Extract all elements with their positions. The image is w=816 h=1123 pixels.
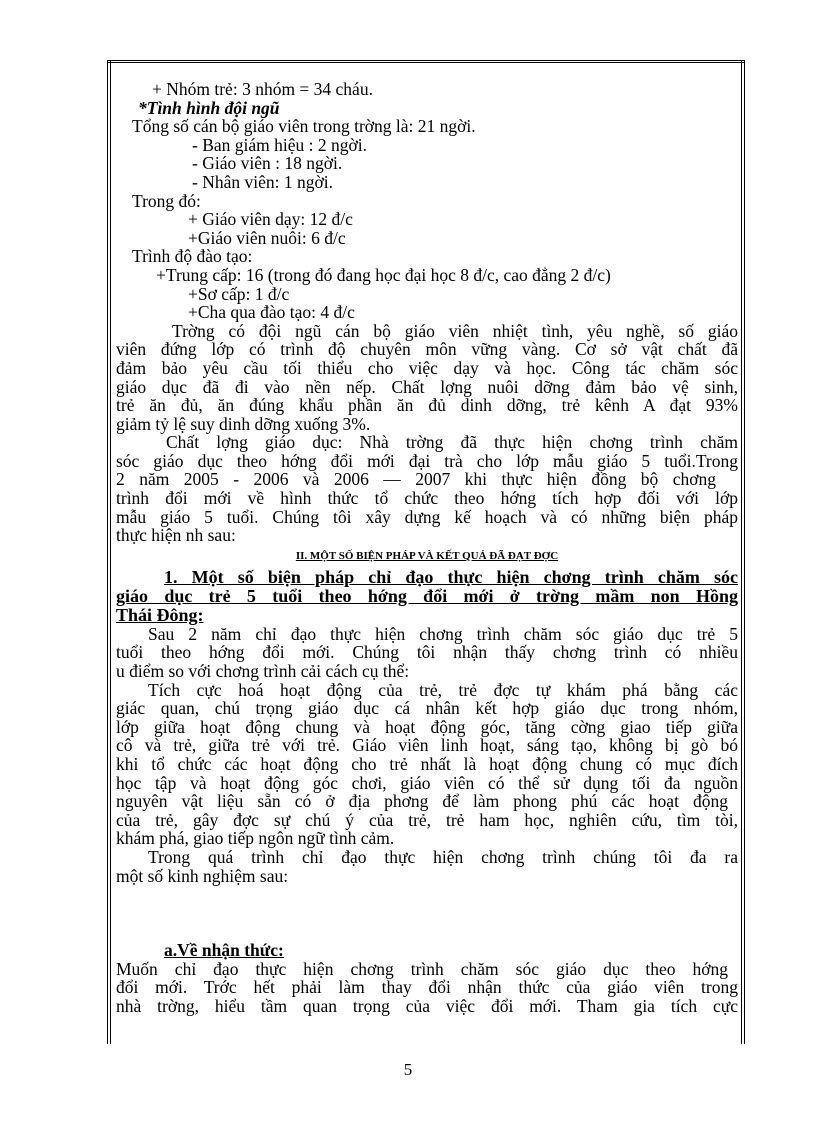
staff-heading: *Tình hình đội ngũ [138,97,280,118]
staff-total-line: Tổng số cán bộ giáo viên trong trờng là: 21 ngời. [132,116,476,137]
paragraph-benefits: Tích cực hoá hoạt động của trẻ, trẻ đợc tự khám phá bằng các giác quan, chú trọng giáo dục cá nhân kết hợp giáo dục trong nhóm, lớp giữa hoạt động chung và hoạt động góc, tăng cờng giao tiếp giữa cô và trẻ, giữa trẻ với trẻ. Giáo viên linh hoạt, sáng tạo, không bị gò bó khi tổ chức các hoạt động cho trẻ nhất là hoạt động chung có mục đích học tập và hoạt động góc chơi, giáo viên có thể sử dụng tối đa nguồn nguyên vật liệu sẵn có ở địa phơng để làm phong phú các hoạt động của trẻ, gây đợc sự chú ý của trẻ, trẻ ham học, nghiên cứu, tìm tòi, khám phá, giao tiếp ngôn ngữ tình cảm. [116,679,738,849]
section-title: II. MỘT SỐ BIỆN PHÁP VÀ KẾT QUẢ ĐÃ ĐẠT ĐỢC [295,549,559,562]
heading-awareness: a.Về nhận thức: [164,940,284,961]
elementary-line: +Sơ cấp: 1 đ/c [188,283,290,304]
teacher-count-line: - Giáo viên : 18 ngời. [192,153,343,174]
of-which-line: Trong đó: [132,190,201,211]
teaching-staff-line: + Giáo viên dạy: 12 đ/c [188,209,353,230]
paragraph-awareness: Muốn chỉ đạo thực hiện chơng trình chăm sóc giáo dục theo hớng đổi mới. Trớc hết phải làm thay đổi nhận thức của giáo viên trong nhà trờng, hiểu tầm quan trọng của việc đổi mới. Tham gia tích cực [116,958,738,1016]
border-left [107,60,111,1044]
border-right [741,60,745,1044]
untrained-line: +Cha qua đào tạo: 4 đ/c [188,302,355,323]
page-number: 5 [403,1060,413,1079]
border-top [107,60,745,63]
paragraph-staff: Trờng có đội ngũ cán bộ giáo viên nhiệt tình, yêu nghề, số giáo viên đứng lớp có trình độ chuyên môn vững vàng. Cơ sở vật chất đã đảm bảo yêu cầu tối thiểu cho việc dạy và học. Công tác chăm sóc giáo dục đã đi vào nền nếp. Chất lợng nuôi dỡng đảm bảo vệ sinh, trẻ ăn đủ, ăn đúng khẩu phần ăn đủ dinh dỡng, trẻ kênh A đạt 93% giảm tỷ lệ suy dinh dỡng xuống 3%. [116,320,738,434]
management-line: - Ban giám hiệu : 2 ngời. [192,134,367,155]
paragraph-observations: Sau 2 năm chỉ đạo thực hiện chơng trình chăm sóc giáo dục trẻ 5 tuổi theo hớng đổi mới. Chúng tôi nhận thấy chơng trình có nhiều u điểm so với chơng trình cải cách cụ thể: [116,623,738,682]
paragraph-experience: Trong quá trình chỉ đạo thực hiện chơng trình chúng tôi đa ra một số kinh nghiệm sau: [116,846,738,886]
children-groups-line: + Nhóm trẻ: 3 nhóm = 34 cháu. [152,79,373,99]
intermediate-line: +Trung cấp: 16 (trong đó đang học đại học 8 đ/c, cao đẳng 2 đ/c) [156,264,611,285]
nursing-staff-line: +Giáo viên nuôi: 6 đ/c [188,227,346,248]
paragraph-education-quality: Chất lợng giáo dục: Nhà trờng đã thực hiện chơng trình chăm sóc giáo dục theo hớng đổi mới đại trà cho lớp mẫu giáo 5 tuổi.Trong 2 năm 2005 - 2006 và 2006 — 2007 khi thực hiện đồng bộ chơng trình đổi mới về hình thức tổ chức theo hớng tích hợp đối với lớp mẫu giáo 5 tuổi. Chúng tôi xây dựng kế hoạch và có những biện pháp thực hiện nh sau: [116,432,738,546]
document-body [116,80,738,1016]
heading-measures: 1. Một số biện pháp chỉ đạo thực hiện chơng trình chăm sóc giáo dục trẻ 5 tuổi theo hớng đổi mới ở trờng mầm non Hồng Thái Đông: [116,566,738,625]
qualification-heading: Trình độ đào tạo: [132,246,253,267]
staff-count-line: - Nhân viên: 1 ngời. [192,171,333,192]
